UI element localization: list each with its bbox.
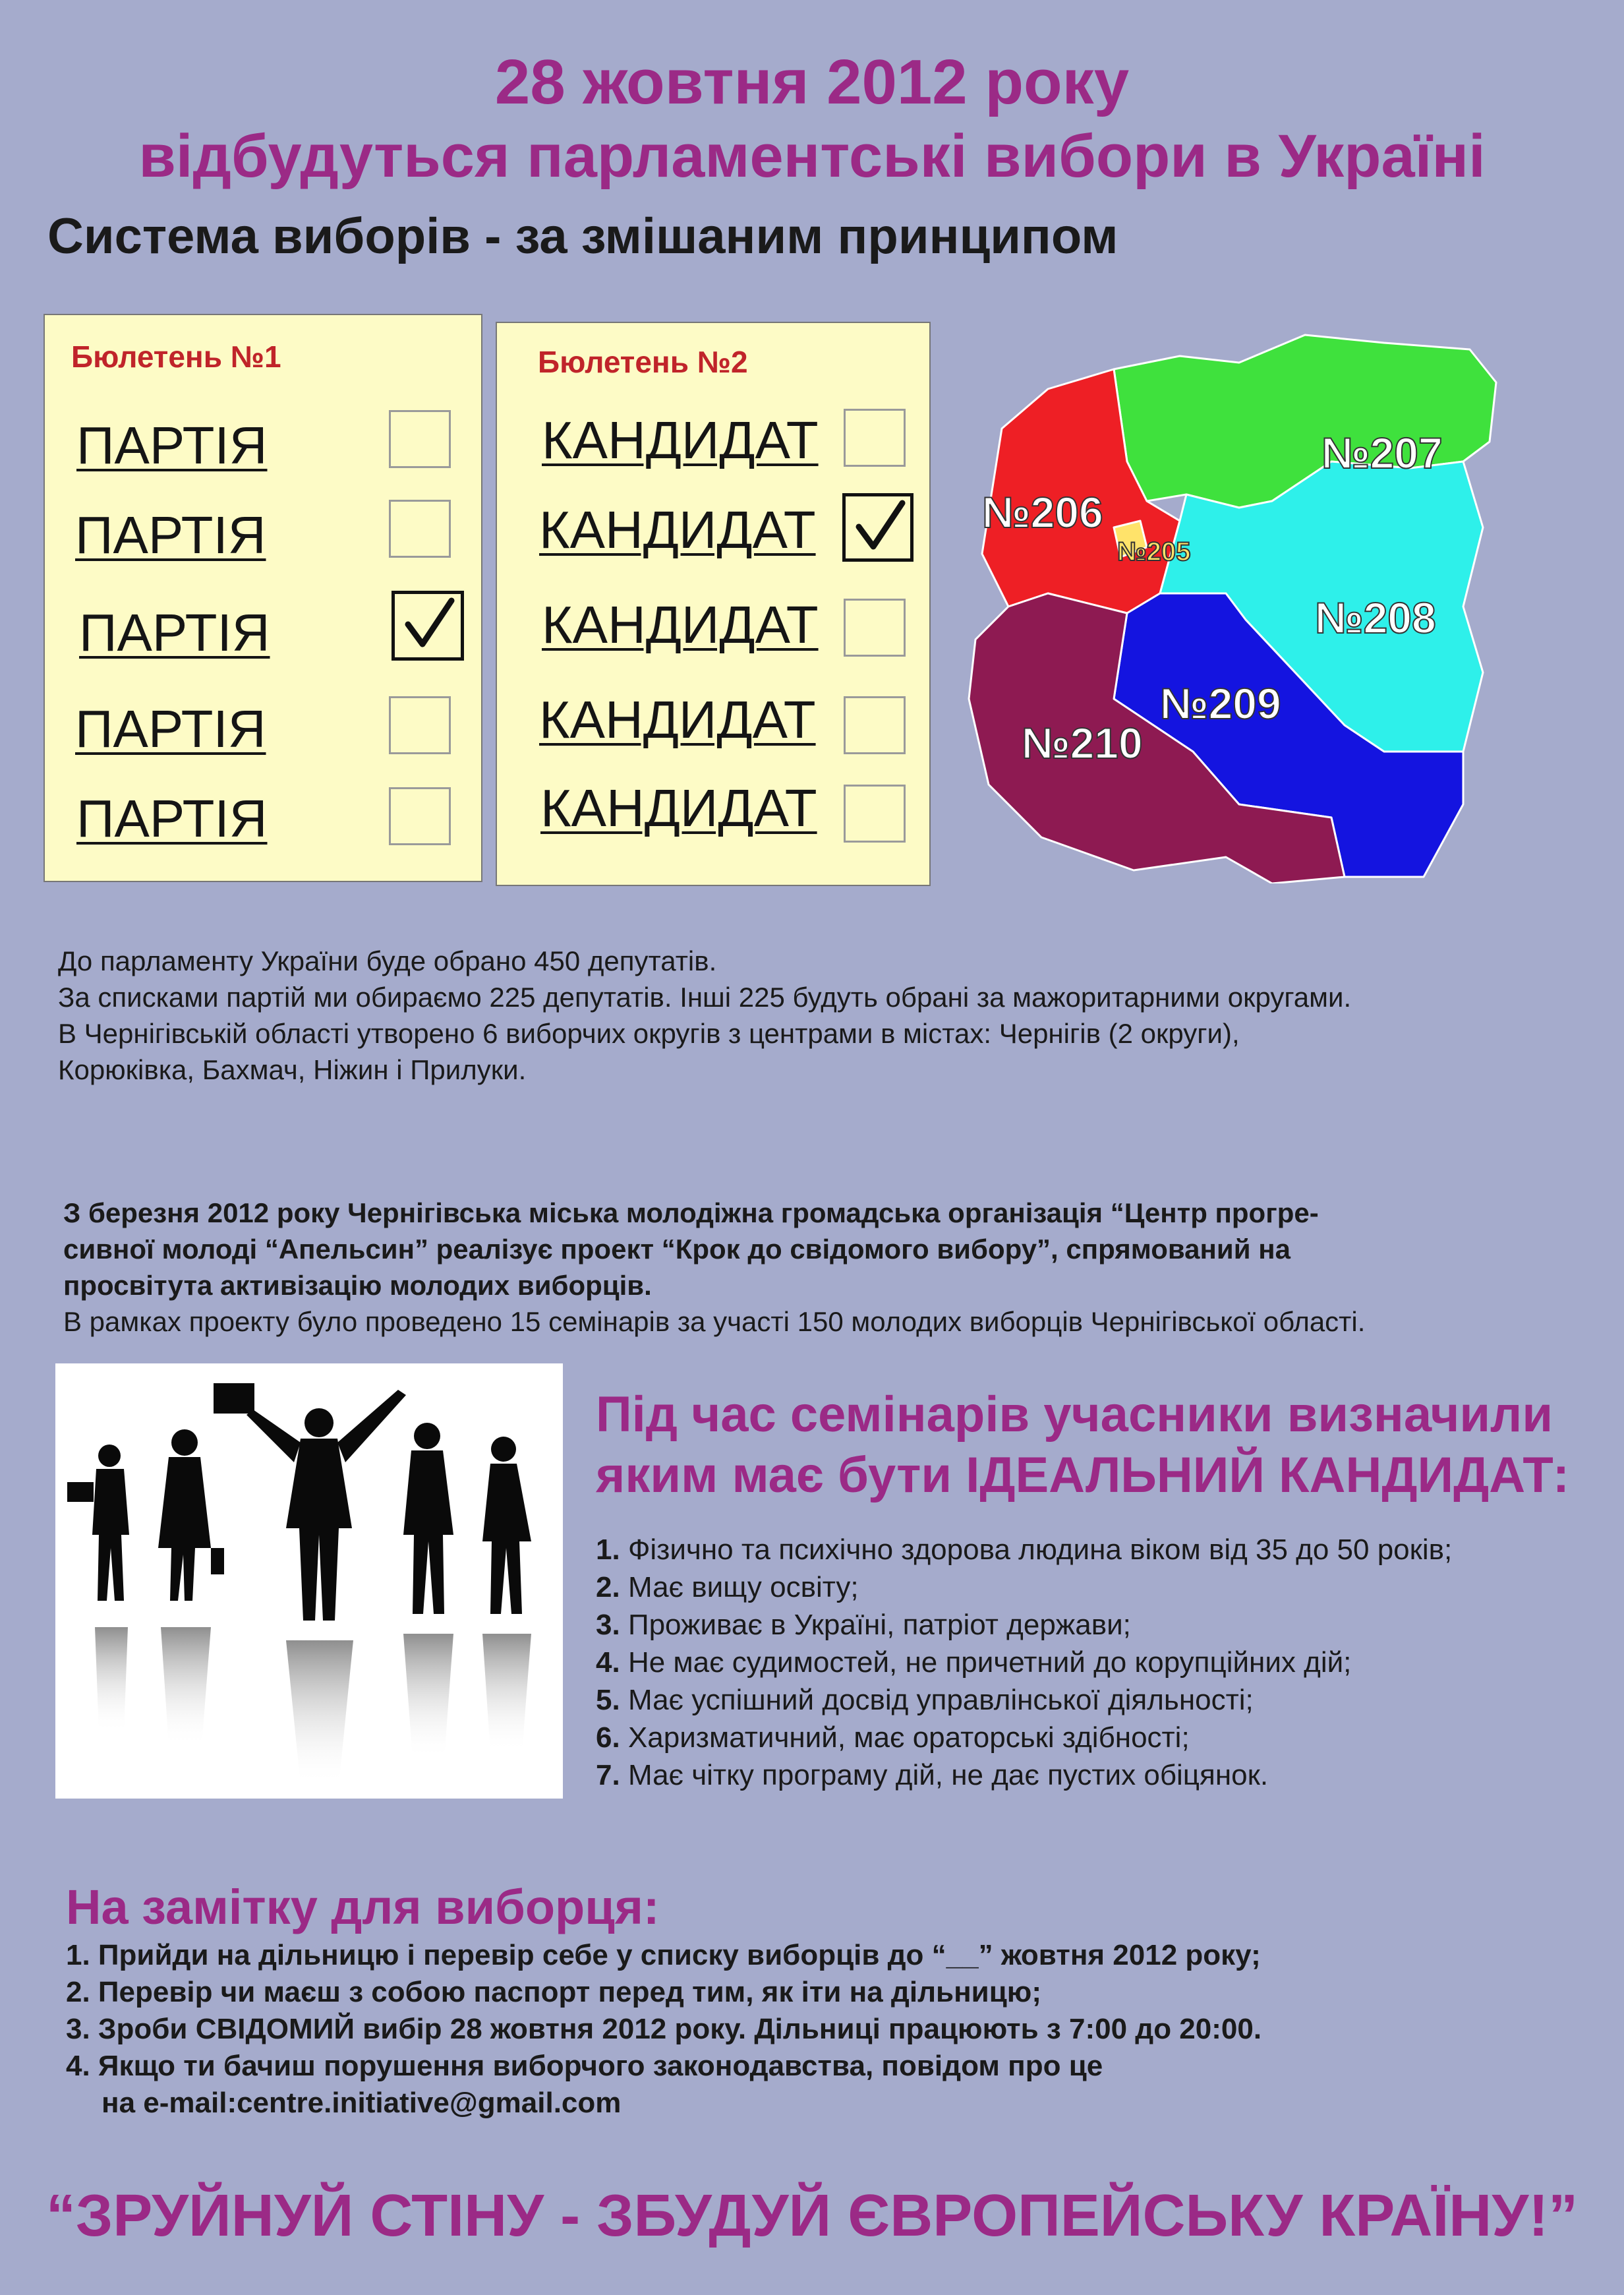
ballot-1-title: Бюлетень №1 xyxy=(71,340,281,374)
ballot-2-checkbox-checked[interactable] xyxy=(842,493,914,562)
list-item: 1. Прийди на дільницю і перевір себе у списку виборців до “__” жовтня 2012 року; xyxy=(66,1939,1261,1971)
ballot-2-item: КАНДИДАТ xyxy=(542,595,819,654)
ballot-1-checkbox[interactable] xyxy=(389,787,451,845)
district-209-label: №209 xyxy=(1160,679,1281,728)
list-item: 2. Перевір чи маєш з собою паспорт перед тим, як іти на дільницю; xyxy=(66,1976,1041,2008)
checkmark-icon xyxy=(850,496,910,557)
ideal-heading-line: яким має бути ІДЕАЛЬНИЙ КАНДИДАТ: xyxy=(596,1447,1570,1503)
list-item: 7. Має чітку програму дій, не дає пустих обіцянок. xyxy=(596,1759,1269,1791)
ideal-candidate-list xyxy=(596,1531,1452,1794)
subtitle-system: Система виборів - за змішаним принципом xyxy=(47,208,1118,264)
ballot-2-item: КАНДИДАТ xyxy=(539,690,816,749)
project-line: просвітута активізацію молодих виборців. xyxy=(63,1270,652,1301)
district-206-label: №206 xyxy=(982,488,1103,537)
ballot-1-item: ПАРТІЯ xyxy=(76,789,268,848)
ballot-1-item: ПАРТІЯ xyxy=(76,416,268,475)
list-item: 5. Має успішний досвід управлінської діяльності; xyxy=(596,1684,1254,1716)
ballot-1-checkbox[interactable] xyxy=(389,410,451,468)
ballot-2-checkbox[interactable] xyxy=(844,409,906,467)
ballot-1 xyxy=(44,314,482,882)
list-item: 1. Фізично та психічно здорова людина віком від 35 до 50 років; xyxy=(596,1534,1453,1566)
project-line: З березня 2012 року Чернігівська міська молодіжна громадська організація “Центр прогре- xyxy=(63,1197,1319,1228)
info-line: В Чернігівській області утворено 6 виборчих округів з центрами в містах: Чернігів (2 округи), xyxy=(58,1018,1240,1049)
list-item: 6. Харизматичний, має ораторські здібності; xyxy=(596,1721,1190,1754)
people-silhouettes-image xyxy=(55,1363,563,1799)
info-line: За списками партій ми обираємо 225 депутатів. Інші 225 будуть обрані за мажоритарними округами. xyxy=(58,982,1352,1013)
list-item: 2. Має вищу освіту; xyxy=(596,1571,859,1603)
ballot-2-item: КАНДИДАТ xyxy=(542,411,819,469)
ballot-2-checkbox[interactable] xyxy=(844,785,906,843)
list-item: на e-mail:centre.initiative@gmail.com xyxy=(102,2087,622,2119)
ballot-2-title: Бюлетень №2 xyxy=(538,345,748,379)
district-210-label: №210 xyxy=(1022,719,1143,767)
checkmark-icon xyxy=(399,594,459,655)
ideal-candidate-heading xyxy=(596,1385,1569,1506)
headline-date: 28 жовтня 2012 року xyxy=(494,47,1130,117)
ballot-1-checkbox-checked[interactable] xyxy=(392,591,464,661)
info-line: До парламенту України буде обрано 450 депутатів. xyxy=(58,945,717,976)
list-item: 3. Зроби СВІДОМИЙ вибір 28 жовтня 2012 року. Дільниці працюють з 7:00 до 20:00. xyxy=(66,2013,1262,2045)
info-paragraph xyxy=(58,943,1613,1088)
ballot-1-checkbox[interactable] xyxy=(389,500,451,558)
ballot-2 xyxy=(496,322,931,886)
voter-notes-list xyxy=(66,1937,1262,2122)
list-item: 3. Проживає в Україні, патріот держави; xyxy=(596,1609,1131,1641)
voter-notes-heading: На замітку для виборця: xyxy=(66,1880,660,1934)
district-208-label: №208 xyxy=(1315,593,1436,642)
ballot-1-item: ПАРТІЯ xyxy=(75,700,266,758)
ballot-1-item: ПАРТІЯ xyxy=(79,603,270,662)
list-item: 4. Якщо ти бачиш порушення виборчого законодавства, повідом про це xyxy=(66,2050,1103,2082)
info-line: Корюківка, Бахмач, Ніжин і Прилуки. xyxy=(58,1054,527,1085)
district-207-label: №207 xyxy=(1321,429,1443,477)
ballot-1-checkbox[interactable] xyxy=(389,696,451,754)
ballot-1-item: ПАРТІЯ xyxy=(75,506,266,564)
ballot-2-checkbox[interactable] xyxy=(844,599,906,657)
project-paragraph xyxy=(63,1195,1619,1340)
slogan: “ЗРУЙНУЙ СТІНУ - ЗБУДУЙ ЄВРОПЕЙСЬКУ КРАЇНУ!” xyxy=(45,2183,1579,2249)
list-item: 4. Не має судимостей, не причетний до корупційних дій; xyxy=(596,1646,1352,1679)
ballot-2-item: КАНДИДАТ xyxy=(539,500,816,559)
headline-elections: відбудуться парламентські вибори в Україні xyxy=(138,123,1486,190)
ballot-2-checkbox[interactable] xyxy=(844,696,906,754)
project-line: В рамках проекту було проведено 15 семінарів за участі 150 молодих виборців Чернігівської області. xyxy=(63,1306,1366,1337)
district-205-label: №205 xyxy=(1117,537,1191,566)
project-line: сивної молоді “Апельсин” реалізує проект “Крок до свідомого вибору”, спрямований на xyxy=(63,1234,1290,1265)
region-district-map xyxy=(962,330,1516,883)
ballot-2-item: КАНДИДАТ xyxy=(540,779,817,837)
ideal-heading-line: Під час семінарів учасники визначили xyxy=(596,1386,1553,1443)
